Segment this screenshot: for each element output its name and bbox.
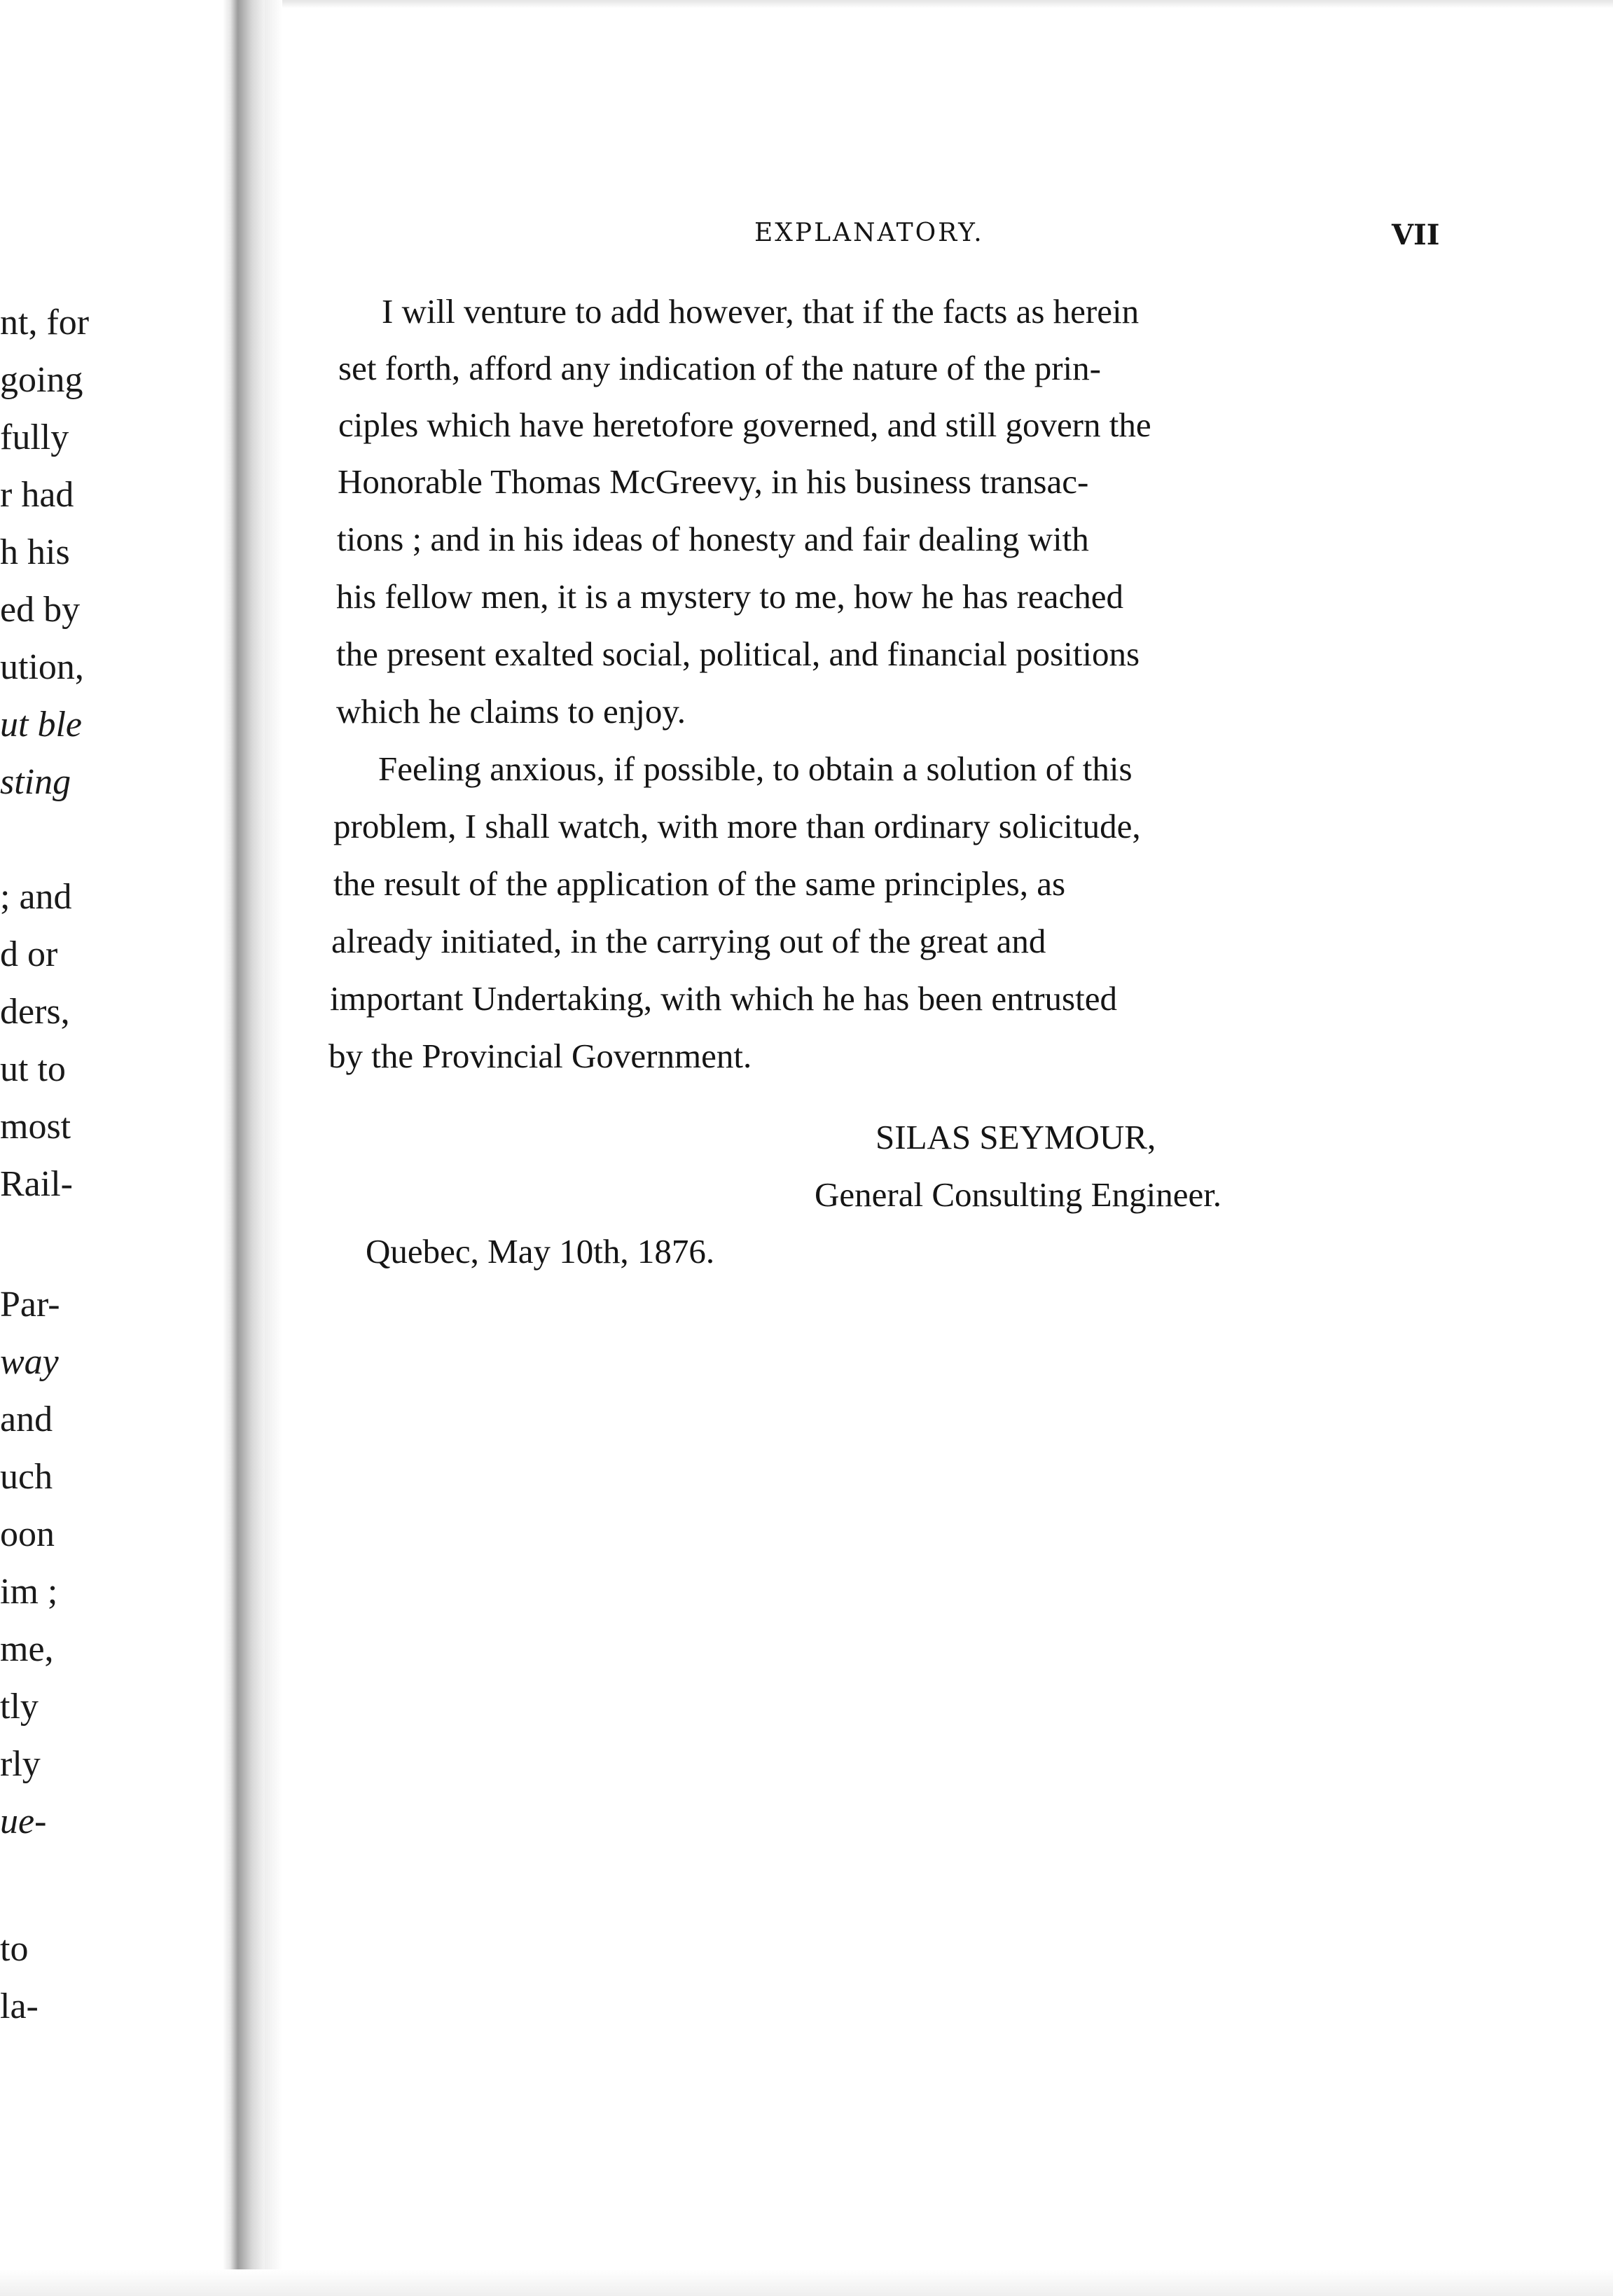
text-line: ciples which have heretofore governed, and still govern the: [338, 406, 1151, 444]
text-line: the result of the application of the same principles, as: [333, 864, 1066, 903]
gutter-line: going: [0, 360, 83, 400]
gutter-line: nt, for: [0, 303, 90, 343]
text-line: set forth, afford any indication of the nature of the prin-: [338, 349, 1101, 387]
gutter-line: ders,: [0, 992, 70, 1032]
book-spine-shadow: [223, 0, 265, 2296]
gutter-fade: [265, 0, 282, 2296]
gutter-line: im ;: [0, 1572, 58, 1612]
gutter-line: to: [0, 1929, 29, 1969]
signature-title: General Consulting Engineer.: [815, 1175, 1222, 1214]
gutter-line: uch: [0, 1457, 53, 1497]
gutter-line: fully: [0, 417, 69, 457]
text-line: which he claims to enjoy.: [336, 692, 686, 731]
gutter-line: d or: [0, 934, 58, 974]
text-line: problem, I shall watch, with more than ordinary solicitude,: [333, 807, 1141, 845]
text-line: Feeling anxious, if possible, to obtain a solution of this: [378, 749, 1133, 788]
text-line: important Undertaking, with which he has been entrusted: [330, 979, 1117, 1018]
gutter-line: ution,: [0, 647, 84, 687]
running-header: EXPLANATORY.: [754, 219, 984, 247]
gutter-line: way: [0, 1342, 59, 1382]
text-line: already initiated, in the carrying out of the great and: [331, 922, 1046, 960]
gutter-line: sting: [0, 762, 71, 802]
gutter-line: tly: [0, 1687, 39, 1727]
page-number: VII: [1392, 219, 1440, 251]
signature-name: SILAS SEYMOUR,: [875, 1118, 1156, 1156]
gutter-line: oon: [0, 1514, 55, 1554]
gutter-line: ue-: [0, 1801, 47, 1841]
place-and-date: Quebec, May 10th, 1876.: [366, 1232, 715, 1271]
page-bottom-edge: [0, 2269, 1613, 2296]
text-line: tions ; and in his ideas of honesty and fair dealing with: [337, 520, 1089, 558]
gutter-line: ut ble: [0, 705, 82, 745]
gutter-line: ut to: [0, 1049, 66, 1089]
gutter-line: most: [0, 1107, 71, 1147]
gutter-line: ed by: [0, 590, 81, 630]
gutter-line: r had: [0, 475, 74, 515]
gutter-line: h his: [0, 532, 70, 572]
text-line: the present exalted social, political, and financial positions: [336, 635, 1140, 673]
gutter-line: and: [0, 1399, 53, 1439]
gutter-line: rly: [0, 1744, 41, 1784]
text-line: by the Provincial Government.: [328, 1037, 752, 1075]
gutter-line: Par-: [0, 1285, 60, 1325]
facing-page-fragment: [0, 0, 223, 2296]
text-line: his fellow men, it is a mystery to me, how he has reached: [336, 577, 1123, 616]
gutter-line: me,: [0, 1629, 54, 1669]
gutter-line: Rail-: [0, 1164, 73, 1204]
text-line: Honorable Thomas McGreevy, in his business transac-: [338, 462, 1089, 501]
gutter-line: ; and: [0, 877, 72, 917]
gutter-line: la-: [0, 1986, 39, 2026]
text-line: I will venture to add however, that if the facts as herein: [382, 292, 1140, 331]
